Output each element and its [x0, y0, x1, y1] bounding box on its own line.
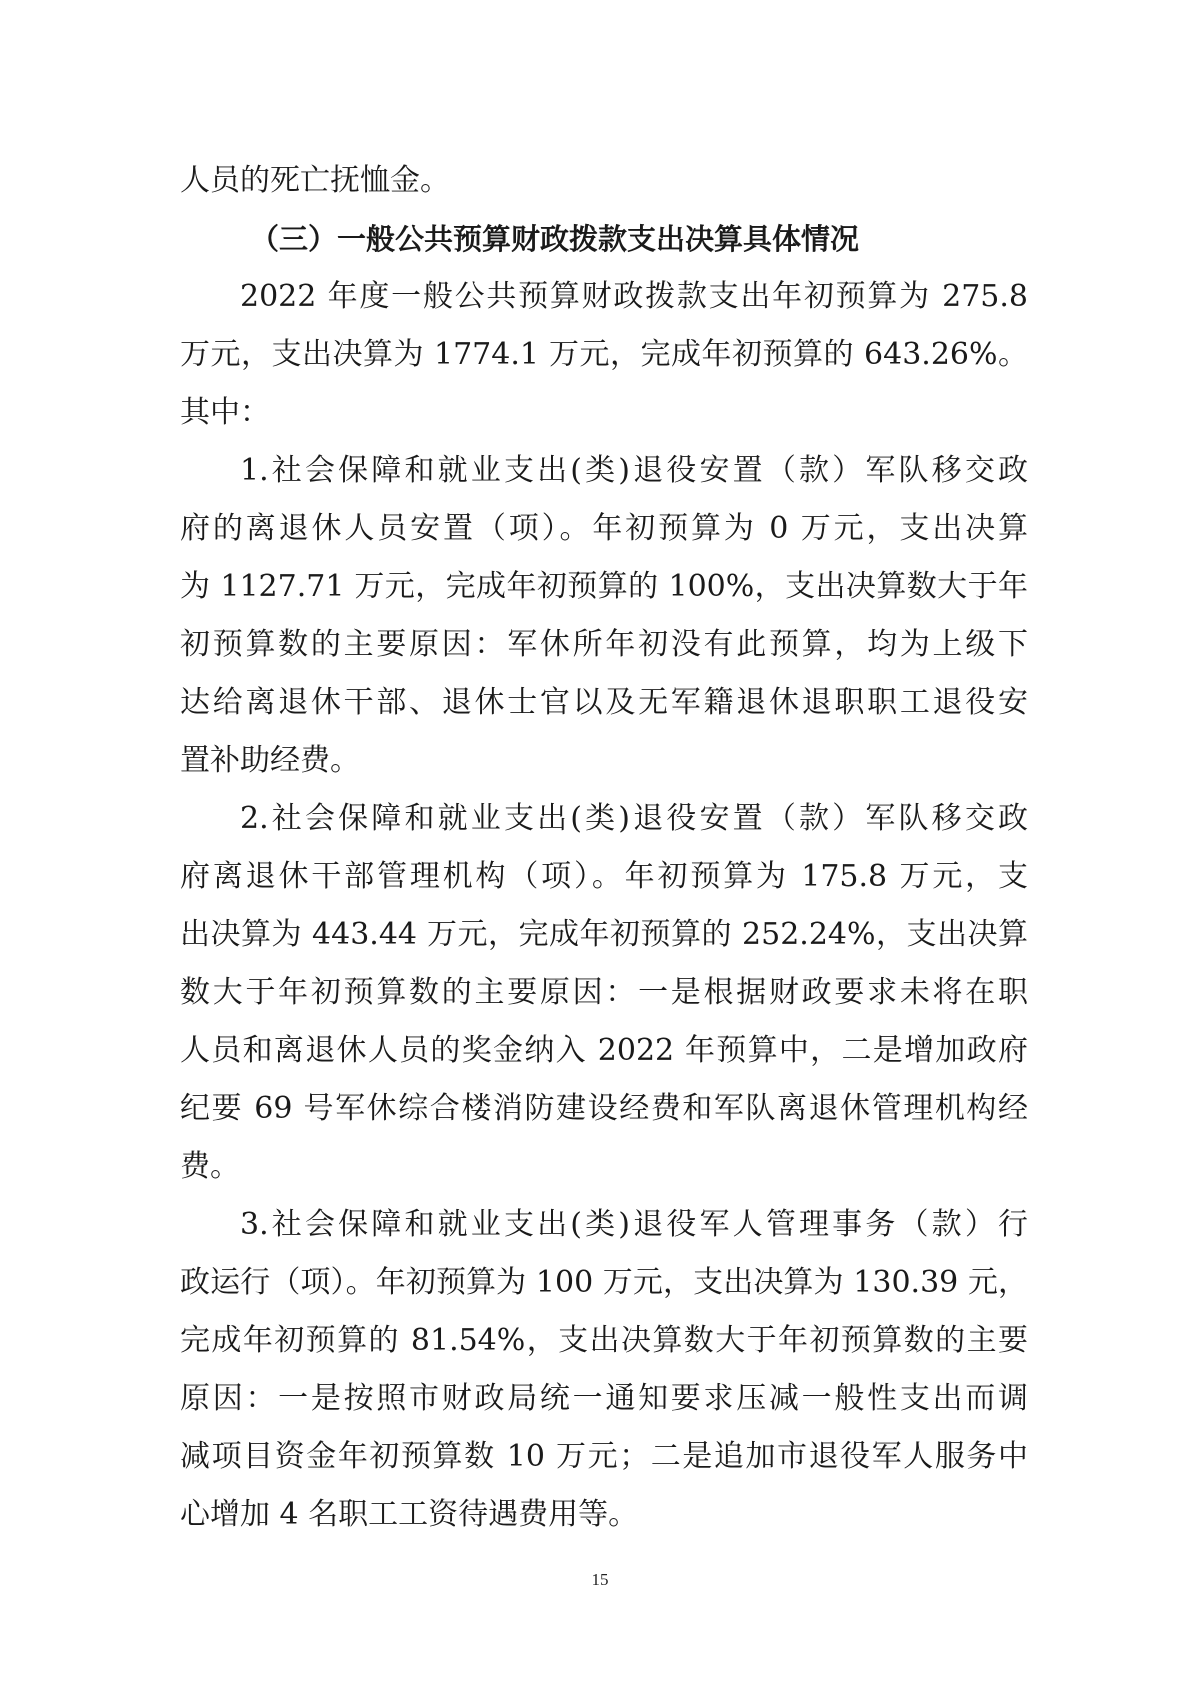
section-heading: （三）一般公共预算财政拨款支出决算具体情况 [250, 222, 860, 256]
paragraph-line: 府的离退休人员安置（项）。年初预算为 0 万元，支出决算 [180, 511, 1028, 546]
paragraph-line: 达给离退休干部、退休士官以及无军籍退休退职职工退役安 [180, 685, 1028, 720]
paragraph-line: 初预算数的主要原因：军休所年初没有此预算，均为上级下 [180, 627, 1028, 662]
paragraph-line: 为 1127.71 万元，完成年初预算的 100%，支出决算数大于年 [180, 569, 1028, 604]
paragraph-line: 1.社会保障和就业支出(类)退役安置（款）军队移交政 [240, 453, 1028, 488]
body-text [180, 152, 1028, 1544]
paragraph-line: 2.社会保障和就业支出(类)退役安置（款）军队移交政 [240, 801, 1028, 836]
paragraph-line: 政运行（项）。年初预算为 100 万元，支出决算为 130.39 元， [180, 1265, 1028, 1300]
paragraph-line: 完成年初预算的 81.54%，支出决算数大于年初预算数的主要 [180, 1323, 1028, 1358]
paragraph-line: 其中： [180, 395, 270, 430]
paragraph-line: 人员和离退休人员的奖金纳入 2022 年预算中，二是增加政府 [180, 1033, 1028, 1068]
paragraph-line: 心增加 4 名职工工资待遇费用等。 [180, 1497, 639, 1532]
paragraph-line: 出决算为 443.44 万元，完成年初预算的 252.24%，支出决算 [180, 917, 1028, 952]
paragraph-line: 万元，支出决算为 1774.1 万元，完成年初预算的 643.26%。 [180, 337, 1028, 372]
paragraph-line: 纪要 69 号军休综合楼消防建设经费和军队离退休管理机构经 [180, 1091, 1028, 1126]
paragraph-line: 数大于年初预算数的主要原因：一是根据财政要求未将在职 [180, 975, 1028, 1010]
paragraph-line: 置补助经费。 [180, 743, 360, 778]
paragraph-line: 府离退休干部管理机构（项）。年初预算为 175.8 万元，支 [180, 859, 1028, 894]
paragraph-line: 3.社会保障和就业支出(类)退役军人管理事务（款）行 [240, 1207, 1028, 1242]
paragraph-line: 费。 [180, 1149, 240, 1184]
paragraph-line: 2022 年度一般公共预算财政拨款支出年初预算为 275.8 [240, 279, 1028, 314]
paragraph-line: 原因：一是按照市财政局统一通知要求压减一般性支出而调 [180, 1381, 1028, 1416]
page-number: 15 [591, 1570, 609, 1589]
paragraph-line: 减项目资金年初预算数 10 万元；二是追加市退役军人服务中 [180, 1439, 1028, 1474]
paragraph-line: 人员的死亡抚恤金。 [180, 163, 450, 198]
